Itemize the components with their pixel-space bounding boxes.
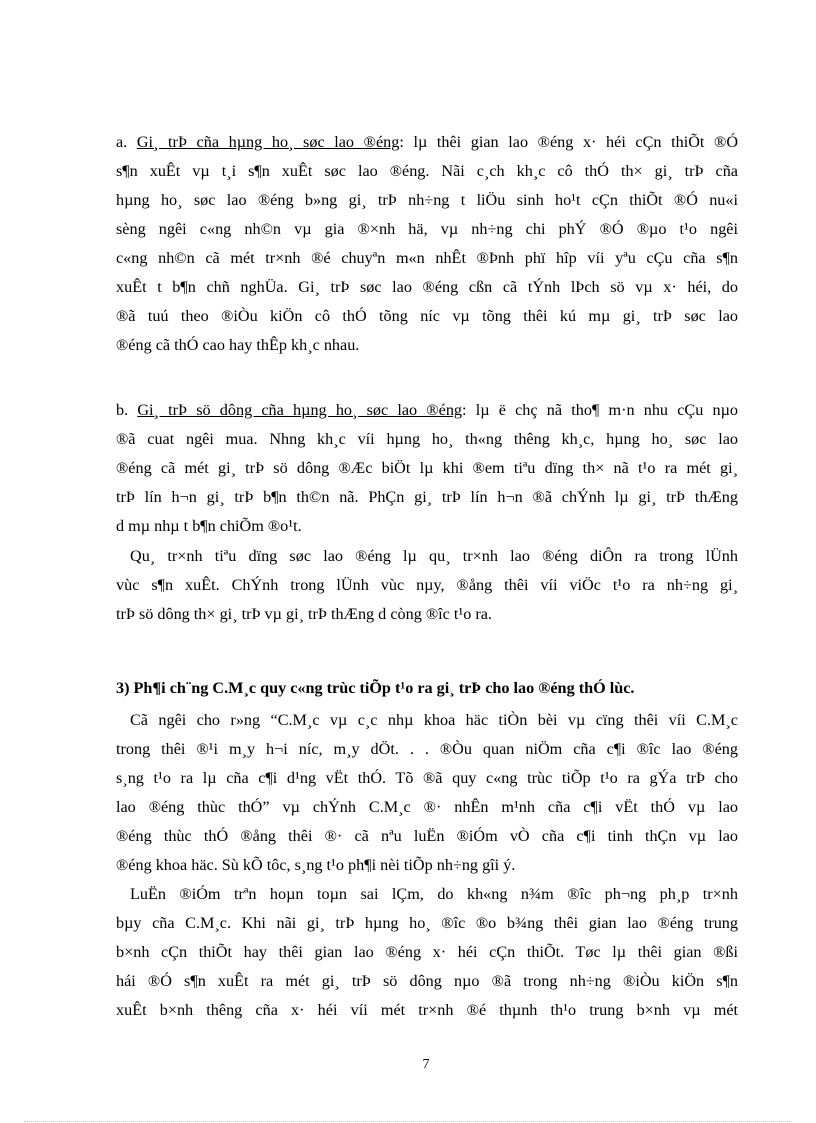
paragraph-e-line: b×nh cÇn thiÕt hay thêi gian lao ®éng x· héi cÇn thiÕt. Tøc lµ thêi gian ®ßi	[116, 943, 738, 961]
paragraph-b-line: ®ã cuat ngêi mua. Nhng kh¸c víi hµng ho¸ th«ng thêng kh¸c, hµng ho¸ søc lao	[116, 430, 738, 448]
paragraph-a-line: sèng ngêi c«ng nh©n vµ gia ®×nh hä, vµ nh÷ng chi phÝ ®Ó ®µo t¹o ngêi	[116, 220, 738, 238]
paragraph-d	[116, 706, 738, 880]
paragraph-e-line: xuÊt b×nh thêng cña x· héi víi mét tr×nh ®é thµnh th¹o trung b×nh vµ mét	[116, 1001, 738, 1019]
paragraph-a-line: ®ã tuú theo ®iÒu kiÖn cô thÓ tõng níc vµ tõng thêi kú mµ gi¸ trÞ søc lao	[116, 307, 738, 325]
paragraph-e-line: LuËn ®iÓm trªn hoµn toµn sai lÇm, do kh«ng n¾m ®îc ph¬ng ph¸p tr×nh	[130, 885, 738, 903]
paragraph-d-line: ®éng thùc thÓ ®ång thêi ®· cã nªu luËn ®iÓm vÒ cña c¶i tinh thÇn vµ lao	[116, 827, 738, 845]
paragraph-c	[116, 542, 738, 629]
paragraph-a-line: hµng ho¸ søc lao ®éng b»ng gi¸ trÞ nh÷ng t liÖu sinh ho¹t cÇn thiÕt ®Ó nu«i	[116, 191, 738, 209]
paragraph-c-line: vùc s¶n xuÊt. ChÝnh trong lÜnh vùc nµy, ®ång thêi víi viÖc t¹o ra nh÷ng gi¸	[116, 576, 738, 594]
paragraph-b-line-1: b. Gi¸ trÞ sö dông cña hµng ho¸ søc lao ®éng: lµ ë chç nã tho¶ m·n nhu cÇu nµo	[116, 401, 739, 419]
paragraph-a-line: c«ng nh©n cã mét tr×nh ®é chuyªn m«n nhÊt ®Þnh phï hîp víi yªu cÇu cña s¶n	[116, 249, 738, 267]
term-use-value-of-labor-power: Gi¸ trÞ sö dông cña hµng ho¸ søc lao ®éng	[137, 401, 463, 419]
section-heading: 3) Ph¶i ch¨ng C.M¸c quy c«ng trùc tiÕp t¹o ra gi¸ trÞ cho lao ®éng thÓ lùc.	[116, 679, 635, 697]
paragraph-d-line: trong thêi ®¹i m¸y h¬i níc, m¸y dÖt. . . ®Òu quan niÖm cña c¶i ®îc lao ®éng	[116, 740, 738, 758]
page-number: 7	[422, 1057, 430, 1072]
paragraph-d-line: ®éng khoa häc. Sù kÕ tôc, s¸ng t¹o ph¶i nèi tiÕp nh÷ng gîi ý.	[116, 856, 516, 874]
paragraph-b-line: d mµ nhµ t b¶n chiÕm ®o¹t.	[116, 517, 302, 535]
paragraph-a-line: xuÊt t b¶n chñ nghÜa. Gi¸ trÞ søc lao ®éng cßn cã tÝnh lÞch sö vµ x· héi, do	[116, 278, 738, 296]
paragraph-e-line: hái ®Ó s¶n xuÊt ra mét gi¸ trÞ sö dông nµo ®ã trong nh÷ng ®iÒu kiÖn s¶n	[116, 972, 738, 990]
paragraph-d-line: s¸ng t¹o ra lµ cña c¶i d¹ng vËt thÓ. Tõ ®ã quy c«ng trùc tiÕp t¹o ra gÝa trÞ cho	[116, 769, 738, 787]
paragraph-c-line: Qu¸ tr×nh tiªu dïng søc lao ®éng lµ qu¸ tr×nh lao ®éng diÔn ra trong lÜnh	[130, 547, 738, 565]
paragraph-a-line-1: a. Gi¸ trÞ cña hµng ho¸ søc lao ®éng: lµ thêi gian lao ®éng x· héi cÇn thiÕt ®Ó	[116, 133, 739, 151]
paragraph-e	[116, 880, 738, 1025]
paragraph-c-line: trÞ sö dông th× gi¸ trÞ vµ gi¸ trÞ thÆng d còng ®îc t¹o ra.	[116, 605, 492, 623]
paragraph-e-line: bµy cña C.M¸c. Khi nãi gi¸ trÞ hµng ho¸ ®îc ®o b¾ng thêi gian lao ®éng trung	[116, 914, 738, 932]
paragraph-a-line: s¶n xuÊt vµ t¸i s¶n xuÊt søc lao ®éng. Nãi c¸ch kh¸c cô thÓ th× gi¸ trÞ cña	[116, 162, 738, 180]
paragraph-b	[116, 396, 738, 541]
paragraph-b-line: trÞ lín h¬n gi¸ trÞ b¶n th©n nã. PhÇn gi¸ trÞ lín h¬n ®ã chÝnh lµ gi¸ trÞ thÆng	[116, 488, 738, 506]
footer-divider	[24, 1121, 792, 1122]
paragraph-a	[116, 128, 738, 360]
term-value-of-labor-power: Gi¸ trÞ cña hµng ho¸ søc lao ®éng	[136, 133, 400, 151]
paragraph-b-line: ®éng cã mét gi¸ trÞ sö dông ®Æc biÖt lµ khi ®em tiªu dïng th× nã t¹o ra mét gi¸	[116, 459, 738, 477]
paragraph-d-line: Cã ngêi cho r»ng “C.M¸c vµ c¸c nhµ khoa häc tiÒn bèi vµ cïng thêi víi C.M¸c	[130, 711, 738, 729]
paragraph-a-line: ®éng cã thÓ cao hay thÊp kh¸c nhau.	[116, 336, 360, 354]
paragraph-d-line: lao ®éng thùc thÓ” vµ chÝnh C.M¸c ®· nhÊn m¹nh cña c¶i vËt thÓ vµ lao	[116, 798, 738, 816]
